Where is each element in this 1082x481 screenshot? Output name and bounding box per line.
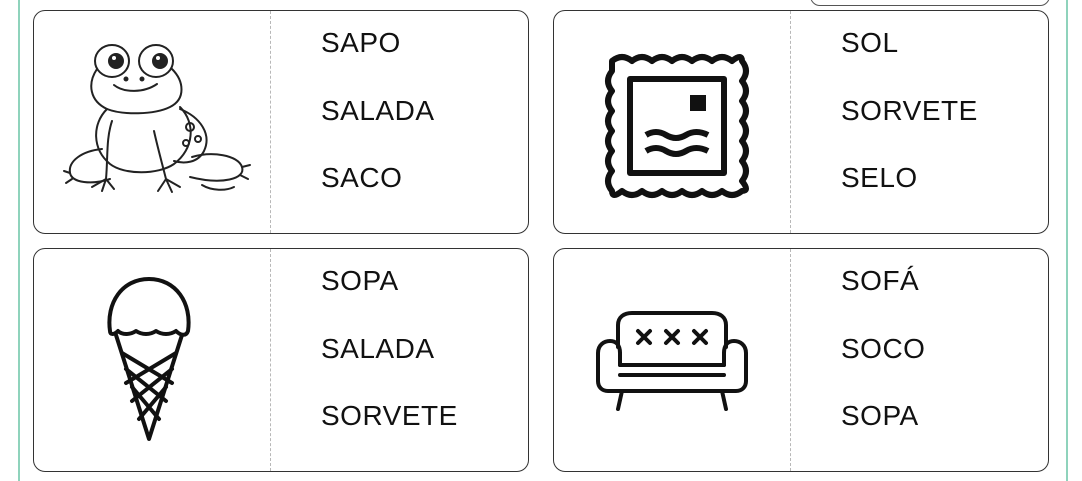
word-option[interactable]: SOFÁ — [841, 265, 920, 296]
card-picture — [34, 11, 270, 233]
card-picture — [34, 249, 270, 471]
word-card-ice-cream — [33, 248, 529, 472]
card-divider — [790, 249, 791, 471]
card-picture — [554, 11, 790, 233]
card-divider — [270, 11, 271, 233]
top-label-box — [810, 0, 1050, 6]
word-option[interactable]: SAPO — [321, 27, 401, 58]
page-border-left — [18, 0, 20, 481]
word-card-sofa — [553, 248, 1049, 472]
page-border-right — [1066, 0, 1068, 481]
word-option[interactable]: SALADA — [321, 95, 435, 126]
word-option[interactable]: SACO — [321, 162, 403, 193]
word-option[interactable]: SOL — [841, 27, 899, 58]
frog-icon — [62, 39, 252, 204]
card-picture — [554, 249, 790, 471]
word-option[interactable]: SOCO — [841, 333, 926, 364]
word-option[interactable]: SORVETE — [841, 95, 978, 126]
word-card-frog — [33, 10, 529, 234]
sofa-icon — [590, 307, 754, 415]
word-option[interactable]: SOPA — [321, 265, 399, 296]
word-option[interactable]: SORVETE — [321, 400, 458, 431]
word-option[interactable]: SOPA — [841, 400, 919, 431]
card-divider — [270, 249, 271, 471]
word-card-stamp — [553, 10, 1049, 234]
ice-cream-cone-icon — [104, 273, 194, 445]
card-divider — [790, 11, 791, 233]
word-option[interactable]: SALADA — [321, 333, 435, 364]
stamp-icon — [602, 51, 752, 201]
word-option[interactable]: SELO — [841, 162, 918, 193]
